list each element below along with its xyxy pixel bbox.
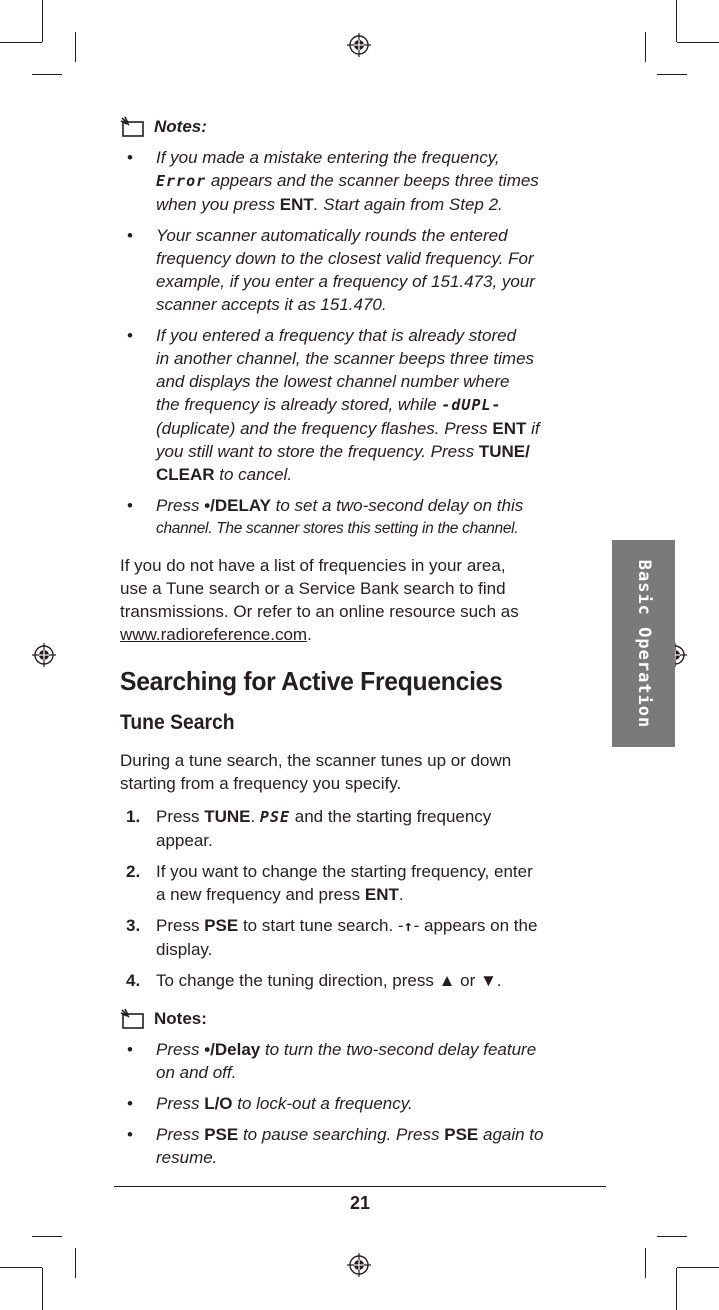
down-arrow-icon: ▼ [479, 971, 497, 990]
text: To change the tuning direction, press [156, 971, 439, 990]
notes-header [120, 1004, 590, 1034]
text-line: If you do not have a list of frequencies in your area, [120, 556, 506, 575]
crop-mark [42, 1268, 43, 1310]
key-label: L/O [204, 1094, 233, 1113]
key-label: PSE [444, 1125, 479, 1144]
crop-mark [32, 74, 62, 75]
text-line: starting from a frequency you specify. [120, 774, 402, 793]
tune-intro-paragraph [120, 749, 590, 795]
text-line [156, 393, 590, 417]
key-label: ENT [492, 419, 527, 438]
crop-mark [676, 0, 677, 42]
text-line [156, 463, 590, 486]
text: . [307, 625, 312, 644]
key-label: •/DELAY [204, 496, 271, 515]
text: Press [156, 1094, 205, 1113]
note-pad-icon [120, 116, 146, 138]
text: Press [156, 1125, 205, 1144]
text-line: display. [156, 940, 213, 959]
footer-rule [114, 1186, 606, 1187]
text-line [156, 969, 590, 992]
text: a new frequency and press [156, 885, 365, 904]
key-label: ENT [279, 195, 314, 214]
crop-mark [645, 1248, 646, 1278]
text: Press [156, 496, 205, 515]
text: to set a two-second delay on this [270, 496, 524, 515]
text: . [250, 807, 260, 826]
list-item [120, 1038, 590, 1084]
text-line: channel. The scanner stores this setting in the channel. [156, 520, 519, 537]
text-line: scanner accepts it as 151.470. [156, 295, 387, 314]
text: Press [156, 916, 205, 935]
text: when you press [156, 195, 280, 214]
text-line: resume. [156, 1148, 218, 1167]
crop-mark [32, 1236, 62, 1237]
key-label: CLEAR [156, 465, 215, 484]
crop-mark [657, 74, 687, 75]
text: to start tune search. - [238, 916, 404, 935]
list-item [120, 494, 590, 540]
crop-mark [677, 1267, 719, 1268]
text-line [156, 1092, 590, 1115]
text-line [156, 914, 590, 938]
text-line: appear. [156, 831, 213, 850]
text-line [156, 883, 590, 906]
list-item [120, 324, 590, 486]
text-line [156, 1038, 590, 1061]
radioreference-link[interactable]: www.radioreference.com [120, 625, 308, 644]
text: (duplicate) and the frequency flashes. Press [156, 419, 493, 438]
text-line [156, 1123, 590, 1146]
subsection-heading: Tune Search [120, 711, 235, 734]
up-arrow-icon: ▲ [438, 971, 456, 990]
text: again to [478, 1125, 544, 1144]
text-line: use a Tune search or a Service Bank search to find [120, 579, 506, 598]
text: and the starting frequency [290, 807, 492, 826]
intro-paragraph [120, 554, 590, 646]
list-item [120, 1092, 590, 1115]
text-line: If you want to change the starting frequency, enter [156, 862, 533, 881]
registration-mark-icon [347, 1253, 371, 1277]
page-number: 21 [349, 1193, 371, 1213]
section-side-tab [612, 540, 675, 747]
text-line: • If you entered a frequency that is already stored [156, 326, 517, 345]
list-item [120, 969, 590, 992]
list-item [120, 146, 590, 216]
text-line [156, 417, 590, 440]
text: . Start again from Step 2. [313, 195, 503, 214]
text: Press [156, 1040, 205, 1059]
text-line [120, 623, 590, 646]
text-line: • Your scanner automatically rounds the entered [156, 226, 508, 245]
crop-mark [676, 1268, 677, 1310]
key-label: •/Delay [204, 1040, 261, 1059]
text-line [156, 805, 590, 829]
key-label: ENT [364, 885, 399, 904]
page-content [120, 112, 590, 1169]
text: . [398, 885, 404, 904]
text: if [526, 419, 540, 438]
notes-list [120, 1038, 590, 1169]
text: to pause searching. Press [238, 1125, 445, 1144]
notes-title: Notes: [154, 1009, 207, 1028]
list-item [120, 914, 590, 961]
notes-header [120, 112, 590, 142]
crop-mark [75, 1248, 76, 1278]
text-line: in another channel, the scanner beeps three times [156, 349, 535, 368]
text-line [156, 494, 590, 517]
step-number: 1. [126, 807, 141, 826]
text-line [156, 193, 590, 216]
step-number: 2. [126, 862, 141, 881]
text-line: During a tune search, the scanner tunes up or down [120, 751, 512, 770]
section-side-tab-label: Basic Operation [633, 559, 654, 728]
list-item [120, 860, 590, 906]
text-line [156, 440, 590, 463]
key-label: TUNE/ [478, 442, 530, 461]
text-line: and displays the lowest channel number where [156, 372, 510, 391]
text: appears and the scanner beeps three times [206, 171, 539, 190]
registration-mark-icon [347, 33, 371, 57]
crop-mark [677, 42, 719, 43]
crop-mark [75, 32, 76, 62]
list-item [120, 224, 590, 316]
note-pad-icon [120, 1008, 146, 1030]
lcd-pse-text: PSE [259, 808, 291, 826]
steps-list [120, 805, 590, 992]
crop-mark [0, 1267, 42, 1268]
text: the frequency is already stored, while [156, 395, 442, 414]
list-item [120, 805, 590, 852]
key-label: TUNE [204, 807, 251, 826]
text-line: • If you made a mistake entering the frequency, [156, 148, 500, 167]
lcd-dupl-text: -dUPL- [441, 396, 502, 414]
text-line: transmissions. Or refer to an online resource such as [120, 602, 519, 621]
crop-mark [645, 32, 646, 62]
text-line [156, 169, 590, 193]
notes-title: Notes: [154, 117, 207, 136]
text-line: frequency down to the closest valid frequency. For [156, 249, 534, 268]
crop-mark [0, 42, 42, 43]
key-label: PSE [204, 1125, 239, 1144]
text-line: example, if you enter a frequency of 151.473, your [156, 272, 535, 291]
step-number: 3. [126, 916, 141, 935]
text: - appears on the [413, 916, 538, 935]
crop-mark [657, 1236, 687, 1237]
text: or [455, 971, 480, 990]
text: to turn the two-second delay feature [260, 1040, 537, 1059]
list-item [120, 1123, 590, 1169]
text: to cancel. [214, 465, 293, 484]
notes-list [120, 146, 590, 540]
registration-mark-icon [32, 643, 56, 667]
section-heading: Searching for Active Frequencies [120, 666, 503, 696]
tune-arrow-icon: ↑ [403, 917, 414, 935]
key-label: PSE [204, 916, 239, 935]
crop-mark [42, 0, 43, 42]
lcd-error-text: Error [156, 172, 207, 190]
text-line: on and off. [156, 1063, 237, 1082]
step-number: 4. [126, 971, 141, 990]
text: you still want to store the frequency. Press [156, 442, 479, 461]
text: to lock-out a frequency. [232, 1094, 413, 1113]
text: Press [156, 807, 205, 826]
text: . [496, 971, 502, 990]
